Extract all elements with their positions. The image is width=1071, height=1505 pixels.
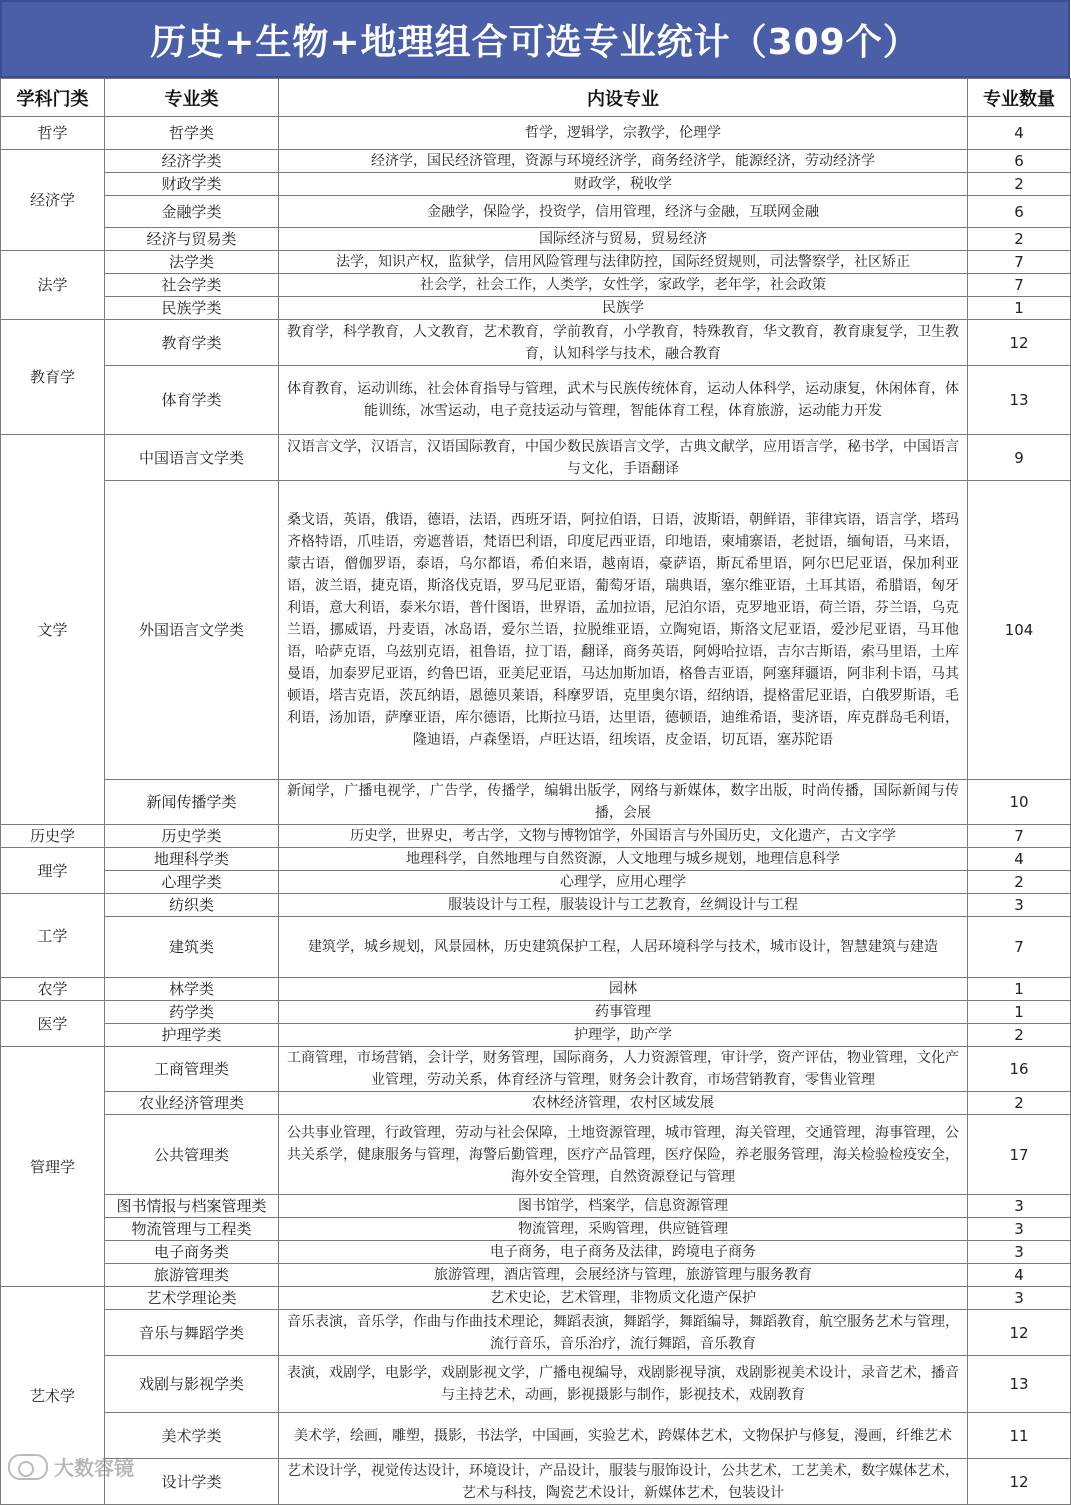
watermark [8,1452,134,1481]
table-row [1,1356,1071,1413]
subcategory-cell: 药学类 [105,1001,279,1024]
category-cell: 法学 [1,251,105,320]
count-cell: 7 [968,825,1071,848]
category-cell: 管理学 [1,1047,105,1287]
subcategory-cell: 经济与贸易类 [105,228,279,251]
majors-cell: 民族学 [279,297,968,320]
table-row [1,481,1071,780]
subcategory-cell: 纺织类 [105,894,279,917]
table-row [1,825,1071,848]
table-row [1,150,1071,173]
subcategory-cell: 艺术学理论类 [105,1287,279,1310]
table-row [1,917,1071,978]
header-majors: 内设专业 [279,79,968,117]
count-cell: 104 [968,481,1071,780]
majors-cell: 电子商务，电子商务及法律，跨境电子商务 [279,1241,968,1264]
majors-cell: 音乐表演，音乐学，作曲与作曲技术理论，舞蹈表演，舞蹈学，舞蹈编导，舞蹈教育，航空服务艺术与管理，流行音乐，音乐治疗，流行舞蹈，音乐教育 [279,1310,968,1356]
subcategory-cell: 社会学类 [105,274,279,297]
subcategory-cell: 历史学类 [105,825,279,848]
category-cell: 医学 [1,1001,105,1047]
watermark-text: 大数容镜 [54,1456,134,1480]
count-cell: 1 [968,1001,1071,1024]
table-row [1,1195,1071,1218]
majors-cell: 经济学，国民经济管理，资源与环境经济学，商务经济学，能源经济，劳动经济学 [279,150,968,173]
majors-cell: 哲学，逻辑学，宗教学，伦理学 [279,117,968,150]
table-row [1,1413,1071,1459]
majors-cell: 国际经济与贸易，贸易经济 [279,228,968,251]
table-row [1,1218,1071,1241]
majors-cell: 药事管理 [279,1001,968,1024]
table-row [1,1115,1071,1195]
count-cell: 12 [968,320,1071,366]
majors-cell: 社会学，社会工作，人类学，女性学，家政学，老年学，社会政策 [279,274,968,297]
table-row [1,848,1071,871]
table-row [1,1092,1071,1115]
subcategory-cell: 设计学类 [105,1459,279,1505]
count-cell: 12 [968,1459,1071,1505]
subcategory-cell: 心理学类 [105,871,279,894]
majors-cell: 园林 [279,978,968,1001]
table-row [1,1264,1071,1287]
majors-cell: 表演，戏剧学，电影学，戏剧影视文学，广播电视编导，戏剧影视导演，戏剧影视美术设计，录音艺术，播音与主持艺术，动画，影视摄影与制作，影视技术，戏剧教育 [279,1356,968,1413]
count-cell: 1 [968,297,1071,320]
table-row [1,196,1071,228]
count-cell: 17 [968,1115,1071,1195]
subcategory-cell: 金融学类 [105,196,279,228]
subcategory-cell: 护理学类 [105,1024,279,1047]
count-cell: 13 [968,366,1071,435]
table-header-row [1,79,1071,117]
category-cell: 经济学 [1,150,105,251]
table-row [1,117,1071,150]
count-cell: 3 [968,1241,1071,1264]
count-cell: 16 [968,1047,1071,1092]
majors-cell: 财政学，税收学 [279,173,968,196]
majors-cell: 新闻学，广播电视学，广告学，传播学，编辑出版学，网络与新媒体，数字出版，时尚传播，国际新闻与传播，会展 [279,780,968,825]
subcategory-cell: 美术学类 [105,1413,279,1459]
count-cell: 7 [968,917,1071,978]
subcategory-cell: 公共管理类 [105,1115,279,1195]
majors-cell: 体育教育，运动训练，社会体育指导与管理，武术与民族传统体育，运动人体科学，运动康复，休闲体育，体能训练，冰雪运动，电子竞技运动与管理，智能体育工程，体育旅游，运动能力开发 [279,366,968,435]
subcategory-cell: 法学类 [105,251,279,274]
table-row [1,1001,1071,1024]
majors-cell: 旅游管理，酒店管理，会展经济与管理，旅游管理与服务教育 [279,1264,968,1287]
majors-cell: 法学，知识产权，监狱学，信用风险管理与法律防控，国际经贸规则，司法警察学，社区矫正 [279,251,968,274]
category-cell: 历史学 [1,825,105,848]
table-row [1,251,1071,274]
category-cell: 工学 [1,894,105,978]
subcategory-cell: 中国语言文学类 [105,435,279,481]
majors-cell: 工商管理，市场营销，会计学，财务管理，国际商务，人力资源管理，审计学，资产评估，物业管理，文化产业管理，劳动关系，体育经济与管理，财务会计教育，市场营销教育，零售业管理 [279,1047,968,1092]
subcategory-cell: 旅游管理类 [105,1264,279,1287]
subcategory-cell: 工商管理类 [105,1047,279,1092]
subcategory-cell: 财政学类 [105,173,279,196]
count-cell: 12 [968,1310,1071,1356]
count-cell: 7 [968,251,1071,274]
header-category: 学科门类 [1,79,105,117]
table-row [1,228,1071,251]
table-row [1,978,1071,1001]
table-row [1,173,1071,196]
count-cell: 4 [968,1264,1071,1287]
watermark-logo-icon [8,1454,48,1480]
table-row [1,320,1071,366]
majors-cell: 桑戈语，英语，俄语，德语，法语，西班牙语，阿拉伯语，日语，波斯语，朝鲜语，菲律宾语，语言学，塔玛齐格特语，爪哇语，旁遮普语，梵语巴利语，印度尼西亚语，印地语，柬埔寨语，老挝语，缅甸语，马来语，蒙古语，僧伽罗语，泰语，乌尔都语，希伯来语，越南语，豪萨语，斯瓦希里语，阿尔巴尼亚语，保加利亚语，波兰语，捷克语，斯洛伐克语，罗马尼亚语，葡萄牙语，瑞典语，塞尔维亚语，土耳其语，希腊语，匈牙利语，意大利语，泰米尔语，普什图语，世界语，孟加拉语，尼泊尔语，克罗地亚语，荷兰语，芬兰语，乌克兰语，挪威语，丹麦语，冰岛语，爱尔兰语，拉脱维亚语，立陶宛语，斯洛文尼亚语，爱沙尼亚语，马耳他语，哈萨克语，乌兹别克语，祖鲁语，拉丁语，翻译，商务英语，阿姆哈拉语，吉尔吉斯语，索马里语，土库曼语，加泰罗尼亚语，约鲁巴语，亚美尼亚语，马达加斯加语，格鲁吉亚语，阿塞拜疆语，阿非利卡语，马其顿语，塔吉克语，茨瓦纳语，恩德贝莱语，科摩罗语，克里奥尔语，绍纳语，提格雷尼亚语，白俄罗斯语，毛利语，汤加语，萨摩亚语，库尔德语，比斯拉马语，达里语，德顿语，迪维希语，斐济语，库克群岛毛利语，隆迪语，卢森堡语，卢旺达语，纽埃语，皮金语，切瓦语，塞苏陀语 [279,481,968,780]
majors-cell: 服装设计与工程，服装设计与工艺教育，丝绸设计与工程 [279,894,968,917]
subcategory-cell: 电子商务类 [105,1241,279,1264]
category-cell: 理学 [1,848,105,894]
count-cell: 3 [968,1195,1071,1218]
count-cell: 6 [968,150,1071,173]
table-row [1,1047,1071,1092]
page-title: 历史+生物+地理组合可选专业统计（309个） [0,0,1070,78]
count-cell: 2 [968,228,1071,251]
count-cell: 4 [968,117,1071,150]
subcategory-cell: 外国语言文学类 [105,481,279,780]
table-row [1,1287,1071,1310]
subcategory-cell: 体育学类 [105,366,279,435]
table-row [1,894,1071,917]
count-cell: 9 [968,435,1071,481]
subcategory-cell: 农业经济管理类 [105,1092,279,1115]
count-cell: 2 [968,871,1071,894]
majors-cell: 图书馆学，档案学，信息资源管理 [279,1195,968,1218]
table-row [1,871,1071,894]
header-count: 专业数量 [968,79,1071,117]
majors-cell: 汉语言文学，汉语言，汉语国际教育，中国少数民族语言文学，古典文献学，应用语言学，秘书学，中国语言与文化，手语翻译 [279,435,968,481]
majors-cell: 历史学，世界史，考古学，文物与博物馆学，外国语言与外国历史，文化遗产，古文字学 [279,825,968,848]
table-row [1,1459,1071,1505]
count-cell: 2 [968,1092,1071,1115]
table-row [1,297,1071,320]
subcategory-cell: 音乐与舞蹈学类 [105,1310,279,1356]
subcategory-cell: 教育学类 [105,320,279,366]
table-row [1,435,1071,481]
header-subcategory: 专业类 [105,79,279,117]
subcategory-cell: 图书情报与档案管理类 [105,1195,279,1218]
count-cell: 13 [968,1356,1071,1413]
table-row [1,1241,1071,1264]
majors-cell: 艺术史论，艺术管理，非物质文化遗产保护 [279,1287,968,1310]
table-row [1,1024,1071,1047]
count-cell: 3 [968,894,1071,917]
count-cell: 1 [968,978,1071,1001]
subcategory-cell: 民族学类 [105,297,279,320]
count-cell: 2 [968,1024,1071,1047]
subcategory-cell: 林学类 [105,978,279,1001]
subcategory-cell: 经济学类 [105,150,279,173]
majors-cell: 公共事业管理，行政管理，劳动与社会保障，土地资源管理，城市管理，海关管理，交通管理，海事管理，公共关系学，健康服务与管理，海警后勤管理，医疗产品管理，医疗保险，养老服务管理，海关检验检疫安全，海外安全管理，自然资源登记与管理 [279,1115,968,1195]
majors-cell: 美术学，绘画，雕塑，摄影，书法学，中国画，实验艺术，跨媒体艺术，文物保护与修复，漫画，纤维艺术 [279,1413,968,1459]
category-cell: 教育学 [1,320,105,435]
majors-table [0,78,1070,1505]
count-cell: 10 [968,780,1071,825]
count-cell: 3 [968,1218,1071,1241]
table-row [1,1310,1071,1356]
majors-cell: 教育学，科学教育，人文教育，艺术教育，学前教育，小学教育，特殊教育，华文教育，教育康复学，卫生教育，认知科学与技术，融合教育 [279,320,968,366]
subcategory-cell: 物流管理与工程类 [105,1218,279,1241]
category-cell: 农学 [1,978,105,1001]
subcategory-cell: 哲学类 [105,117,279,150]
count-cell: 11 [968,1413,1071,1459]
majors-cell: 地理科学，自然地理与自然资源，人文地理与城乡规划，地理信息科学 [279,848,968,871]
count-cell: 2 [968,173,1071,196]
majors-cell: 艺术设计学，视觉传达设计，环境设计，产品设计，服装与服饰设计，公共艺术，工艺美术，数字媒体艺术，艺术与科技，陶瓷艺术设计，新媒体艺术，包装设计 [279,1459,968,1505]
category-cell: 文学 [1,435,105,825]
count-cell: 7 [968,274,1071,297]
majors-cell: 物流管理，采购管理，供应链管理 [279,1218,968,1241]
category-cell: 艺术学 [1,1287,105,1505]
table-row [1,274,1071,297]
count-cell: 4 [968,848,1071,871]
category-cell: 哲学 [1,117,105,150]
count-cell: 6 [968,196,1071,228]
majors-table-grid [0,78,1071,1505]
subcategory-cell: 戏剧与影视学类 [105,1356,279,1413]
majors-cell: 心理学，应用心理学 [279,871,968,894]
majors-cell: 护理学，助产学 [279,1024,968,1047]
subcategory-cell: 地理科学类 [105,848,279,871]
majors-cell: 农林经济管理，农村区域发展 [279,1092,968,1115]
count-cell: 3 [968,1287,1071,1310]
subcategory-cell: 建筑类 [105,917,279,978]
table-row [1,366,1071,435]
majors-cell: 金融学，保险学，投资学，信用管理，经济与金融，互联网金融 [279,196,968,228]
table-row [1,780,1071,825]
subcategory-cell: 新闻传播学类 [105,780,279,825]
majors-cell: 建筑学，城乡规划，风景园林，历史建筑保护工程，人居环境科学与技术，城市设计，智慧建筑与建造 [279,917,968,978]
